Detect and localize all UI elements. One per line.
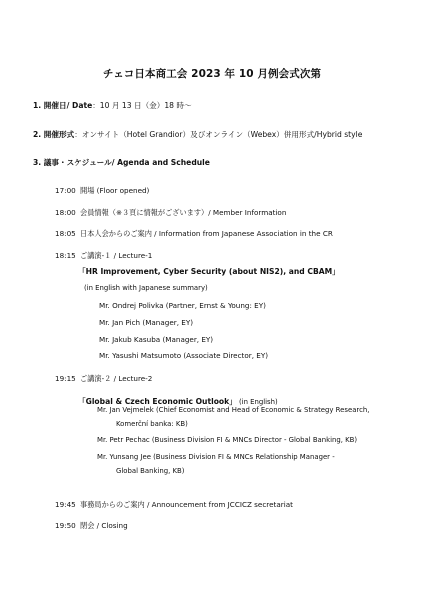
lecture2-speaker-line: Mr. Petr Pechac (Business Division FI & MNCs Director - Global Banking, KB)	[97, 436, 358, 444]
lecture2-speaker-line: Komerční banka: KB)	[116, 420, 188, 428]
schedule-text: 日本人会からのご案内 / Information from Japanese Association in the CR	[80, 229, 333, 238]
section-format-label: 2. 開催形式	[33, 130, 75, 139]
schedule-row	[55, 521, 128, 531]
section-date-label: 1. 開催日/ Date	[33, 101, 93, 110]
schedule-row	[55, 186, 149, 196]
schedule-row	[55, 500, 293, 510]
section-format	[33, 129, 362, 140]
lecture2-title: 「Global & Czech Economic Outlook」	[78, 397, 237, 406]
schedule-time: 18:00	[55, 208, 76, 217]
schedule-time: 19:50	[55, 521, 76, 530]
section-date-value: ：10 月 13 日（金）18 時～	[92, 101, 192, 110]
schedule-time: 18:15	[55, 251, 76, 260]
schedule-row	[55, 374, 152, 384]
lecture1-speaker: Mr. Ondrej Polivka (Partner, Ernst & Young: EY)	[99, 301, 266, 310]
lecture2-speaker-line: Global Banking, KB)	[116, 467, 185, 475]
schedule-row	[55, 229, 333, 239]
lecture1-speaker: Mr. Jakub Kasuba (Manager, EY)	[99, 335, 214, 344]
schedule-text: 閉会 / Closing	[80, 521, 128, 530]
schedule-time: 19:45	[55, 500, 76, 509]
schedule-time: 18:05	[55, 229, 76, 238]
lecture1-note: (in English with Japanese summary)	[84, 284, 208, 292]
page-title: チェコ日本商工会 2023 年 10 月例会式次第	[102, 68, 322, 80]
lecture1-title: 「HR Improvement, Cyber Security (about NIS2), and CBAM」	[78, 267, 340, 276]
lecture1-speaker: Mr. Yasushi Matsumoto (Associate Director, EY)	[99, 351, 269, 360]
lecture2-note: (in English)	[236, 398, 278, 406]
schedule-time: 19:15	[55, 374, 76, 383]
schedule-text: 事務局からのご案内 / Announcement from JCCICZ secretariat	[80, 500, 293, 509]
schedule-row	[55, 208, 286, 218]
schedule-text: 会員情報（※３頁に情報がございます）/ Member Information	[80, 208, 287, 217]
schedule-row	[55, 251, 152, 261]
schedule-text: 開場 (Floor opened)	[80, 186, 150, 195]
section-agenda	[33, 157, 210, 168]
lecture2-speaker-line: Mr. Jan Vejmelek (Chief Economist and Head of Economic & Strategy Research,	[97, 406, 370, 414]
schedule-text: ご講演-２ / Lecture-2	[80, 374, 153, 383]
schedule-text: ご講演-１ / Lecture-1	[80, 251, 153, 260]
lecture2-speaker-line: Mr. Yunsang Jee (Business Division FI & MNCs Relationship Manager -	[97, 453, 335, 461]
section-agenda-label: 3. 議事・スケジュール/ Agenda and Schedule	[33, 158, 210, 167]
lecture1-speaker: Mr. Jan Pich (Manager, EY)	[99, 318, 194, 327]
section-format-value: ：オンサイト（Hotel Grandior）及びオンライン（Webex）併用形式/Hybrid style	[74, 130, 363, 139]
schedule-time: 17:00	[55, 186, 76, 195]
section-date	[33, 100, 192, 111]
